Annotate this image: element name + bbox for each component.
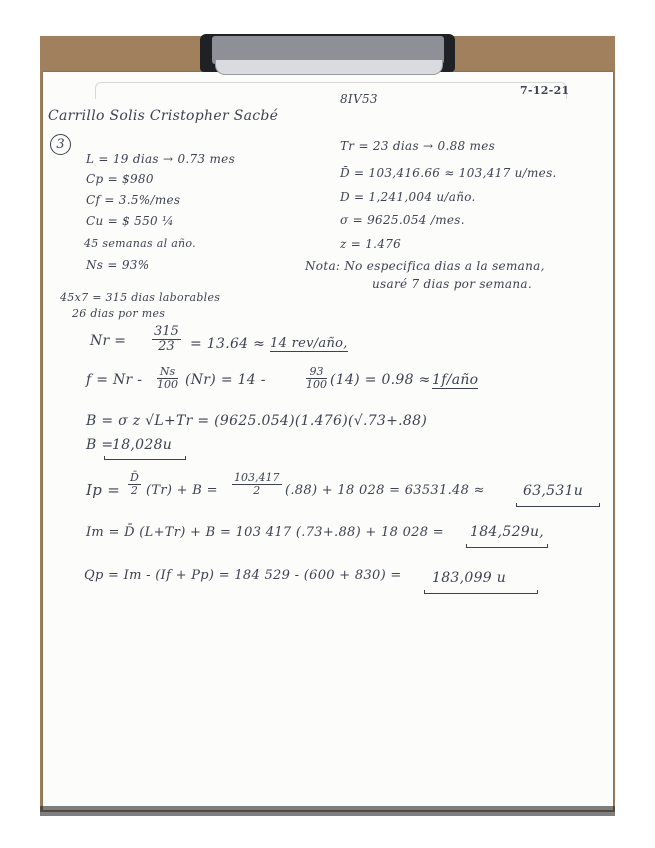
b-formula: B = σ z √L+Tr = (9625.054)(1.476)(√.73+.88): [86, 413, 428, 429]
nr-rest: = 13.64 ≈: [190, 336, 266, 352]
f-ns-den: 100: [157, 377, 178, 391]
b-result-underline: [104, 456, 186, 460]
ip-frac2-num: 103,417: [234, 471, 280, 484]
f-rest: (14) = 0.98 ≈: [330, 372, 431, 388]
ip-lhs: Ip =: [86, 481, 121, 499]
ip-result: 63,531u: [523, 483, 584, 499]
note-line2: usaré 7 dias por semana.: [372, 277, 532, 291]
f-pct-num: 93: [306, 366, 327, 379]
nr-lhs: Nr =: [90, 333, 127, 349]
f-ns-fraction: [157, 366, 178, 390]
student-name: Carrillo Solis Cristopher Sacbé: [48, 108, 279, 124]
f-pct-fraction: [306, 366, 327, 390]
given-dbar: D̄ = 103,416.66 ≈ 103,417 u/mes.: [340, 166, 557, 180]
qp-result: 183,099 u: [432, 570, 507, 586]
im-expr: Im = D̄ (L+Tr) + B = 103 417 (.73+.88) + 18 028 =: [86, 525, 444, 540]
group-label: 8IV53: [340, 92, 378, 106]
ip-result-underline: [516, 503, 600, 507]
board-bottom-edge: [40, 806, 615, 816]
ip-frac2-den: 2: [253, 483, 261, 497]
problem-number: 3: [50, 134, 71, 155]
ip-frac1: [128, 472, 141, 496]
f-mid: (Nr) = 14 -: [185, 372, 266, 388]
given-cp: Cp = $980: [86, 172, 154, 186]
ip-frac1-num: D̄: [130, 471, 139, 484]
nr-result: 14 rev/año,: [270, 336, 348, 351]
work-days-line1: 45x7 = 315 dias laborables: [60, 291, 221, 304]
f-lhs: f = Nr -: [86, 372, 143, 388]
f-ns-num: Ns: [157, 366, 178, 379]
qp-result-underline: [424, 590, 538, 594]
given-cf: Cf = 3.5%/mes: [86, 193, 181, 207]
f-result: 1f/año: [432, 372, 479, 388]
ip-frac1-den: 2: [130, 483, 138, 497]
f-pct-den: 100: [306, 377, 327, 391]
note-line1: Nota: No especifica dias a la semana,: [305, 259, 545, 273]
date-label: 7-12-21: [520, 84, 570, 97]
given-z: z = 1.476: [340, 237, 402, 251]
b-result: 18,028u: [112, 437, 173, 453]
given-tr: Tr = 23 dias → 0.88 mes: [340, 139, 496, 153]
clipboard-clip-bar: [215, 60, 443, 75]
work-days-line2: 26 dias por mes: [72, 307, 166, 320]
given-lead-time: L = 19 dias → 0.73 mes: [86, 152, 236, 166]
qp-expr: Qp = Im - (If + Pp) = 184 529 - (600 + 830) =: [84, 568, 402, 583]
given-d-annual: D = 1,241,004 u/año.: [340, 190, 476, 204]
given-cu: Cu = $ 550 ¼: [86, 214, 174, 228]
im-result-underline: [466, 544, 548, 548]
paper-top-guide: [95, 82, 567, 99]
given-sigma: σ = 9625.054 /mes.: [340, 213, 465, 227]
nr-fraction: [152, 325, 181, 353]
given-ns: Ns = 93%: [86, 258, 150, 272]
nr-denominator: 23: [158, 338, 175, 354]
ip-mid: (Tr) + B =: [146, 483, 218, 498]
ip-rest: (.88) + 18 028 = 63531.48 ≈: [285, 483, 485, 498]
ip-frac2: [232, 472, 282, 496]
im-result: 184,529u,: [470, 524, 545, 540]
b-lhs: B =: [86, 437, 114, 453]
nr-numerator: 315: [154, 324, 179, 339]
given-weeks: 45 semanas al año.: [84, 237, 196, 250]
